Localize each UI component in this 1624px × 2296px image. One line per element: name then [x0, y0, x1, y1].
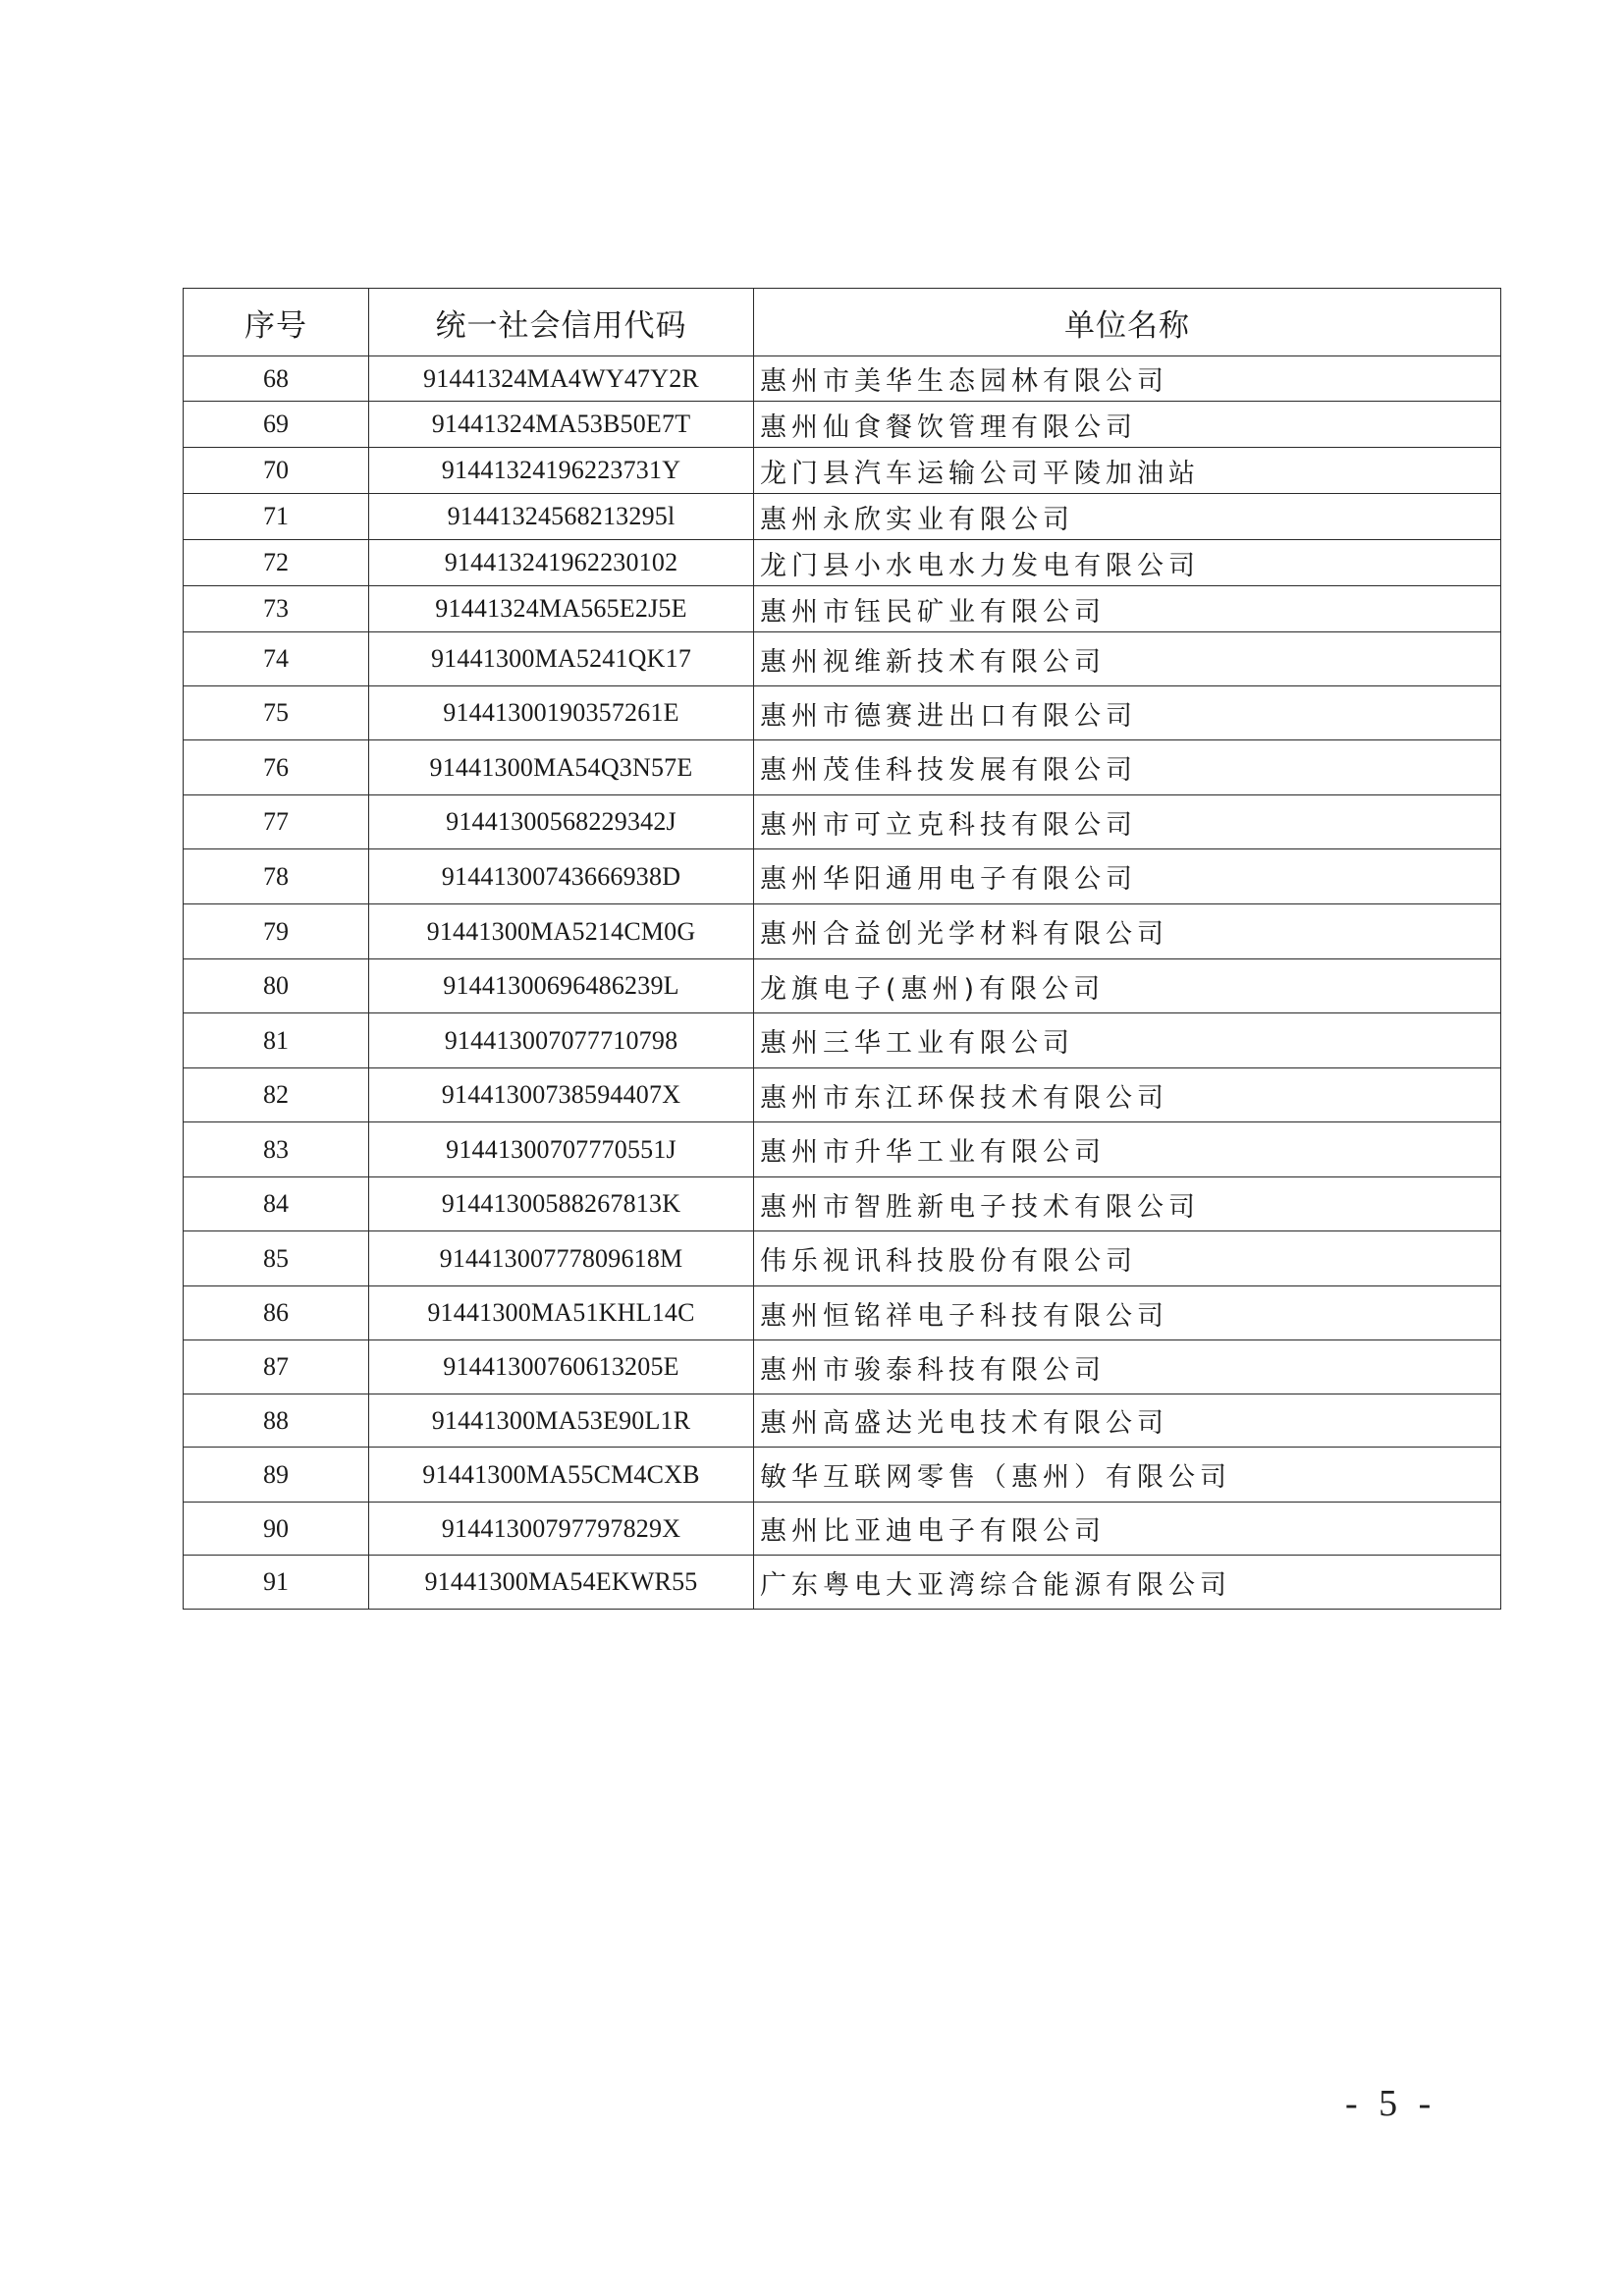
credit-code-cell: 91441300MA5214CM0G — [369, 904, 754, 959]
table-row — [184, 356, 1501, 402]
seq-cell: 82 — [184, 1068, 369, 1122]
credit-code-cell: 91441300190357261E — [369, 686, 754, 740]
table-row — [184, 1448, 1501, 1503]
seq-cell: 87 — [184, 1340, 369, 1394]
table-header-row — [184, 289, 1501, 356]
unit-name-cell: 惠州市德赛进出口有限公司 — [754, 686, 1501, 740]
table-row — [184, 1122, 1501, 1177]
credit-code-cell: 91441324196223731Y — [369, 448, 754, 494]
table-row — [184, 1394, 1501, 1448]
seq-cell: 79 — [184, 904, 369, 959]
table-body — [184, 356, 1501, 1610]
seq-cell: 90 — [184, 1503, 369, 1556]
header-seq: 序号 — [184, 289, 369, 356]
seq-cell: 91 — [184, 1556, 369, 1610]
unit-name-cell: 惠州市智胜新电子技术有限公司 — [754, 1177, 1501, 1231]
seq-cell: 85 — [184, 1231, 369, 1286]
unit-name-cell: 惠州茂佳科技发展有限公司 — [754, 740, 1501, 795]
unit-name-cell: 伟乐视讯科技股份有限公司 — [754, 1231, 1501, 1286]
table-row — [184, 1556, 1501, 1610]
seq-cell: 74 — [184, 632, 369, 686]
table-row — [184, 632, 1501, 686]
unit-name-cell: 惠州高盛达光电技术有限公司 — [754, 1394, 1501, 1448]
table-row — [184, 1286, 1501, 1340]
table-row — [184, 540, 1501, 586]
seq-cell: 71 — [184, 494, 369, 540]
unit-name-cell: 惠州恒铭祥电子科技有限公司 — [754, 1286, 1501, 1340]
table-row — [184, 1231, 1501, 1286]
table-row — [184, 448, 1501, 494]
unit-name-cell: 敏华互联网零售（惠州）有限公司 — [754, 1448, 1501, 1503]
seq-cell: 75 — [184, 686, 369, 740]
credit-code-table — [183, 288, 1501, 1610]
seq-cell: 89 — [184, 1448, 369, 1503]
credit-code-cell: 914413241962230102 — [369, 540, 754, 586]
unit-name-cell: 惠州合益创光学材料有限公司 — [754, 904, 1501, 959]
table-row — [184, 904, 1501, 959]
seq-cell: 77 — [184, 795, 369, 849]
seq-cell: 78 — [184, 849, 369, 904]
unit-name-cell: 惠州市可立克科技有限公司 — [754, 795, 1501, 849]
seq-cell: 80 — [184, 959, 369, 1013]
table-row — [184, 1013, 1501, 1068]
table-row — [184, 586, 1501, 632]
credit-code-cell: 91441300797797829X — [369, 1503, 754, 1556]
unit-name-cell: 惠州仙食餐饮管理有限公司 — [754, 402, 1501, 448]
table-row — [184, 1503, 1501, 1556]
credit-code-cell: 91441324MA565E2J5E — [369, 586, 754, 632]
credit-code-cell: 91441300MA54Q3N57E — [369, 740, 754, 795]
unit-name-cell: 龙门县汽车运输公司平陵加油站 — [754, 448, 1501, 494]
unit-name-cell: 惠州三华工业有限公司 — [754, 1013, 1501, 1068]
seq-cell: 73 — [184, 586, 369, 632]
credit-code-cell: 91441324MA53B50E7T — [369, 402, 754, 448]
seq-cell: 69 — [184, 402, 369, 448]
seq-cell: 68 — [184, 356, 369, 402]
table-row — [184, 849, 1501, 904]
seq-cell: 86 — [184, 1286, 369, 1340]
seq-cell: 81 — [184, 1013, 369, 1068]
unit-name-cell: 龙旗电子(惠州)有限公司 — [754, 959, 1501, 1013]
credit-code-cell: 91441300696486239L — [369, 959, 754, 1013]
seq-cell: 88 — [184, 1394, 369, 1448]
credit-code-cell: 91441300MA53E90L1R — [369, 1394, 754, 1448]
credit-code-cell: 91441324568213295l — [369, 494, 754, 540]
credit-code-cell: 91441300MA5241QK17 — [369, 632, 754, 686]
unit-name-cell: 惠州市升华工业有限公司 — [754, 1122, 1501, 1177]
table-row — [184, 1177, 1501, 1231]
credit-code-cell: 91441300738594407X — [369, 1068, 754, 1122]
unit-name-cell: 惠州市美华生态园林有限公司 — [754, 356, 1501, 402]
credit-code-cell: 91441300MA54EKWR55 — [369, 1556, 754, 1610]
table-row — [184, 795, 1501, 849]
table-row — [184, 1340, 1501, 1394]
table-row — [184, 1068, 1501, 1122]
credit-code-cell: 91441300707770551J — [369, 1122, 754, 1177]
credit-code-cell: 91441300MA55CM4CXB — [369, 1448, 754, 1503]
credit-code-cell: 91441300568229342J — [369, 795, 754, 849]
seq-cell: 84 — [184, 1177, 369, 1231]
credit-code-cell: 91441300777809618M — [369, 1231, 754, 1286]
credit-code-cell: 914413007077710798 — [369, 1013, 754, 1068]
credit-code-cell: 91441300MA51KHL14C — [369, 1286, 754, 1340]
credit-code-cell: 91441300760613205E — [369, 1340, 754, 1394]
credit-code-cell: 91441300588267813K — [369, 1177, 754, 1231]
unit-name-cell: 龙门县小水电水力发电有限公司 — [754, 540, 1501, 586]
seq-cell: 70 — [184, 448, 369, 494]
seq-cell: 76 — [184, 740, 369, 795]
table-row — [184, 959, 1501, 1013]
seq-cell: 72 — [184, 540, 369, 586]
header-credit-code: 统一社会信用代码 — [369, 289, 754, 356]
table-row — [184, 402, 1501, 448]
credit-code-cell: 91441300743666938D — [369, 849, 754, 904]
seq-cell: 83 — [184, 1122, 369, 1177]
unit-name-cell: 惠州市骏泰科技有限公司 — [754, 1340, 1501, 1394]
table-row — [184, 740, 1501, 795]
unit-name-cell: 惠州永欣实业有限公司 — [754, 494, 1501, 540]
table-row — [184, 686, 1501, 740]
unit-name-cell: 广东粤电大亚湾综合能源有限公司 — [754, 1556, 1501, 1610]
table-row — [184, 494, 1501, 540]
header-unit-name: 单位名称 — [754, 289, 1501, 356]
unit-name-cell: 惠州市钰民矿业有限公司 — [754, 586, 1501, 632]
unit-name-cell: 惠州比亚迪电子有限公司 — [754, 1503, 1501, 1556]
unit-name-cell: 惠州华阳通用电子有限公司 — [754, 849, 1501, 904]
page-number: - 5 - — [1345, 2083, 1437, 2124]
credit-code-cell: 91441324MA4WY47Y2R — [369, 356, 754, 402]
unit-name-cell: 惠州市东江环保技术有限公司 — [754, 1068, 1501, 1122]
unit-name-cell: 惠州视维新技术有限公司 — [754, 632, 1501, 686]
